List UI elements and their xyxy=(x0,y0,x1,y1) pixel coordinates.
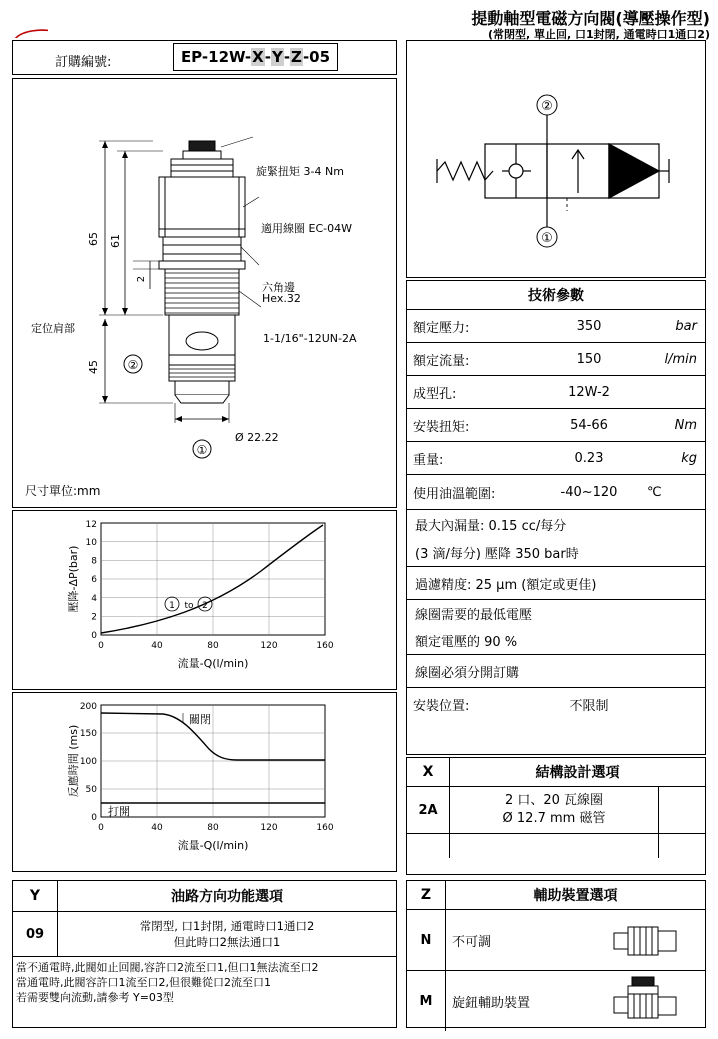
spec-value-2: 12W-2 xyxy=(532,376,646,409)
svg-text:160: 160 xyxy=(316,823,334,833)
svg-text:0: 0 xyxy=(91,813,97,823)
table-row xyxy=(407,626,705,655)
x-row-desc xyxy=(450,787,659,834)
callout-coil: 適用線圈 EC-04W xyxy=(261,222,352,235)
svg-text:40: 40 xyxy=(151,823,163,833)
order-dash-1: - xyxy=(264,48,271,66)
z-row-image-0 xyxy=(583,910,705,971)
x-row-code: 2A xyxy=(407,787,450,834)
spec-unit-4: kg xyxy=(646,442,705,475)
spec-value-5: -40~120 xyxy=(532,475,646,510)
table-row xyxy=(407,475,705,510)
table-row xyxy=(407,538,705,567)
spec-value-0: 350 xyxy=(532,310,646,343)
x-code-header: X xyxy=(407,758,450,787)
svg-text:流量-Q(l/min): 流量-Q(l/min) xyxy=(177,839,249,852)
svg-text:120: 120 xyxy=(260,823,278,833)
spec-mount-value: 不限制 xyxy=(569,698,609,714)
callout-diameter: Ø 22.22 xyxy=(235,431,279,444)
table-row xyxy=(407,834,705,859)
spec-title: 技術參數 xyxy=(407,281,705,310)
svg-text:2: 2 xyxy=(202,601,208,611)
svg-text:to: to xyxy=(184,601,194,611)
z-row-code-0: N xyxy=(407,910,446,971)
hydraulic-symbol-box xyxy=(406,40,706,278)
pressure-drop-chart xyxy=(13,511,396,689)
response-time-chart-box xyxy=(12,692,397,872)
y-footnotes xyxy=(13,957,396,1005)
x-row-desc-2: Ø 12.7 mm 磁管 xyxy=(502,811,606,826)
table-row xyxy=(407,971,705,1032)
z-row-code-1: M xyxy=(407,971,446,1032)
y-footnote-3: 若需要雙向流動,請參考 Y=03型 xyxy=(16,991,174,1004)
x-option-table xyxy=(406,757,706,875)
spec-unit-3: Nm xyxy=(646,409,705,442)
svg-text:200: 200 xyxy=(79,702,97,712)
table-row xyxy=(407,910,705,971)
svg-text:0: 0 xyxy=(91,631,97,641)
order-seg-x: X xyxy=(252,48,264,66)
y-footnote-1: 當不通電時,此閥如止回閥,容許口2流至口1,但口1無法流至口2 xyxy=(16,961,319,974)
adjuster-knob-fixed-icon xyxy=(584,915,704,965)
hydraulic-symbol xyxy=(407,41,705,277)
svg-text:流量-Q(l/min): 流量-Q(l/min) xyxy=(177,657,249,670)
svg-text:50: 50 xyxy=(85,785,97,795)
svg-text:61: 61 xyxy=(109,234,122,248)
response-time-chart xyxy=(13,693,396,871)
x-row-desc-1: 2 口、20 瓦線圈 xyxy=(504,793,604,808)
spec-name-3: 安裝扭矩: xyxy=(407,409,532,442)
spec-name-0: 額定壓力: xyxy=(407,310,532,343)
svg-text:80: 80 xyxy=(207,823,219,833)
svg-text:80: 80 xyxy=(207,641,219,651)
svg-text:②: ② xyxy=(127,358,139,372)
spec-value-4: 0.23 xyxy=(532,442,646,475)
table-row xyxy=(407,600,705,627)
x-table xyxy=(407,758,705,858)
spec-name-1: 額定流量: xyxy=(407,343,532,376)
svg-text:10: 10 xyxy=(85,537,97,548)
pressure-drop-chart-box xyxy=(12,510,397,690)
spec-mount-name: 安裝位置: xyxy=(413,698,470,714)
spec-note-2: 過濾精度: 25 µm (額定或更佳) xyxy=(407,567,705,600)
order-prefix: EP-12W- xyxy=(180,48,252,66)
svg-text:關閉: 關閉 xyxy=(189,713,211,726)
spec-table xyxy=(407,281,705,720)
svg-text:8: 8 xyxy=(91,556,97,567)
x-row2-desc xyxy=(450,834,659,859)
y-row-code: 09 xyxy=(13,912,58,957)
y-row-desc-2: 但此時口2無法通口1 xyxy=(173,935,281,949)
order-code-value xyxy=(173,43,338,71)
spec-note-4: 額定電壓的 90 % xyxy=(407,626,705,655)
callout-hex: 六角邊 xyxy=(262,281,295,294)
page-subtitle: (常閉型, 單止回, 口1封閉, 通電時口1通口2) xyxy=(487,28,710,41)
specifications-box xyxy=(406,280,706,755)
z-code-header: Z xyxy=(407,881,446,910)
spec-note-5: 線圈必須分開訂購 xyxy=(407,655,705,688)
spec-mount-unit xyxy=(646,688,705,721)
callout-torque: 旋緊扭矩 3-4 Nm xyxy=(256,165,344,178)
table-row xyxy=(407,376,705,409)
svg-text:65: 65 xyxy=(87,232,100,246)
table-row xyxy=(13,912,396,957)
table-row xyxy=(407,655,705,688)
y-code-header: Y xyxy=(13,881,58,912)
cartridge-valve-drawing xyxy=(13,79,396,507)
x-row2-image xyxy=(659,834,706,859)
spec-note-1: (3 滴/每分) 壓降 350 bar時 xyxy=(407,538,705,567)
svg-text:120: 120 xyxy=(260,641,278,651)
spec-unit-5: ℃ xyxy=(646,475,705,510)
svg-text:100: 100 xyxy=(79,757,97,767)
y-row-desc xyxy=(58,912,397,957)
svg-text:1: 1 xyxy=(169,601,175,611)
z-table xyxy=(407,881,705,1031)
y-option-table xyxy=(12,880,397,1028)
table-row xyxy=(407,442,705,475)
table-row xyxy=(407,881,705,910)
x-title: 結構設計選項 xyxy=(450,758,706,787)
spec-unit-0: bar xyxy=(646,310,705,343)
spec-value-1: 150 xyxy=(532,343,646,376)
table-row xyxy=(407,510,705,539)
table-row xyxy=(407,281,705,310)
spec-note-0: 最大內漏量: 0.15 cc/每分 xyxy=(415,518,567,534)
order-code-label: 訂購編號: xyxy=(55,55,112,70)
spec-value-3: 54-66 xyxy=(532,409,646,442)
adjuster-knob-icon xyxy=(584,975,704,1027)
callout-thread: 1-1/16"-12UN-2A xyxy=(263,332,357,345)
table-row xyxy=(407,409,705,442)
svg-text:反應時間 (ms): 反應時間 (ms) xyxy=(67,724,80,798)
table-row xyxy=(407,758,705,787)
table-row xyxy=(407,688,705,721)
svg-text:2: 2 xyxy=(91,612,97,623)
x-row2-code xyxy=(407,834,450,859)
callout-shoulder: 定位肩部 xyxy=(31,322,75,335)
units-note: 尺寸單位:mm xyxy=(25,484,101,498)
svg-text:4: 4 xyxy=(91,593,97,604)
z-row-desc-1: 旋鈕輔助裝置 xyxy=(452,995,531,1011)
svg-text:0: 0 xyxy=(98,641,104,651)
spec-name-5: 使用油溫範圍: xyxy=(407,475,532,510)
svg-text:160: 160 xyxy=(316,641,334,651)
order-suffix: -05 xyxy=(302,48,331,66)
x-row-image xyxy=(659,787,706,834)
spec-name-2: 成型孔: xyxy=(407,376,532,409)
svg-text:40: 40 xyxy=(151,641,163,651)
svg-text:打開: 打開 xyxy=(108,805,130,818)
table-row xyxy=(407,787,705,834)
order-seg-y: Y xyxy=(271,48,283,66)
order-seg-z: Z xyxy=(291,48,302,66)
table-row xyxy=(407,310,705,343)
order-code-box xyxy=(12,40,397,75)
y-title: 油路方向功能選項 xyxy=(58,881,397,912)
svg-text:壓降-ΔP(bar): 壓降-ΔP(bar) xyxy=(67,545,80,613)
y-row-desc-1: 常閉型, 口1封閉, 通電時口1通口2 xyxy=(139,919,315,933)
svg-text:0: 0 xyxy=(98,823,104,833)
svg-text:①: ① xyxy=(541,231,553,246)
decorative-red-swoosh xyxy=(14,28,48,38)
z-row-image-1 xyxy=(583,971,705,1032)
svg-text:①: ① xyxy=(196,443,208,457)
table-row xyxy=(13,881,396,912)
table-row xyxy=(407,343,705,376)
y-footnote-2: 當通電時,此閥容許口1流至口2,但很難從口2流至口1 xyxy=(16,976,271,989)
dimension-drawing-box xyxy=(12,78,397,508)
svg-text:②: ② xyxy=(541,99,553,114)
spec-note-3: 線圈需要的最低電壓 xyxy=(415,607,533,623)
z-row-desc-0: 不可調 xyxy=(446,910,584,971)
z-title: 輔助裝置選項 xyxy=(446,881,706,910)
spec-name-4: 重量: xyxy=(407,442,532,475)
callout-hex-size: Hex.32 xyxy=(262,292,301,305)
svg-text:6: 6 xyxy=(91,575,97,586)
svg-text:2: 2 xyxy=(136,275,147,283)
svg-text:45: 45 xyxy=(87,360,100,374)
svg-text:150: 150 xyxy=(79,729,97,739)
svg-text:12: 12 xyxy=(85,520,97,530)
spec-unit-2 xyxy=(646,376,705,409)
z-option-table xyxy=(406,880,706,1028)
page-title: 提動軸型電磁方向閥(導壓操作型) xyxy=(471,9,710,28)
y-table xyxy=(13,881,396,957)
spec-unit-1: l/min xyxy=(646,343,705,376)
order-dash-2: - xyxy=(283,48,291,66)
table-row xyxy=(407,567,705,600)
